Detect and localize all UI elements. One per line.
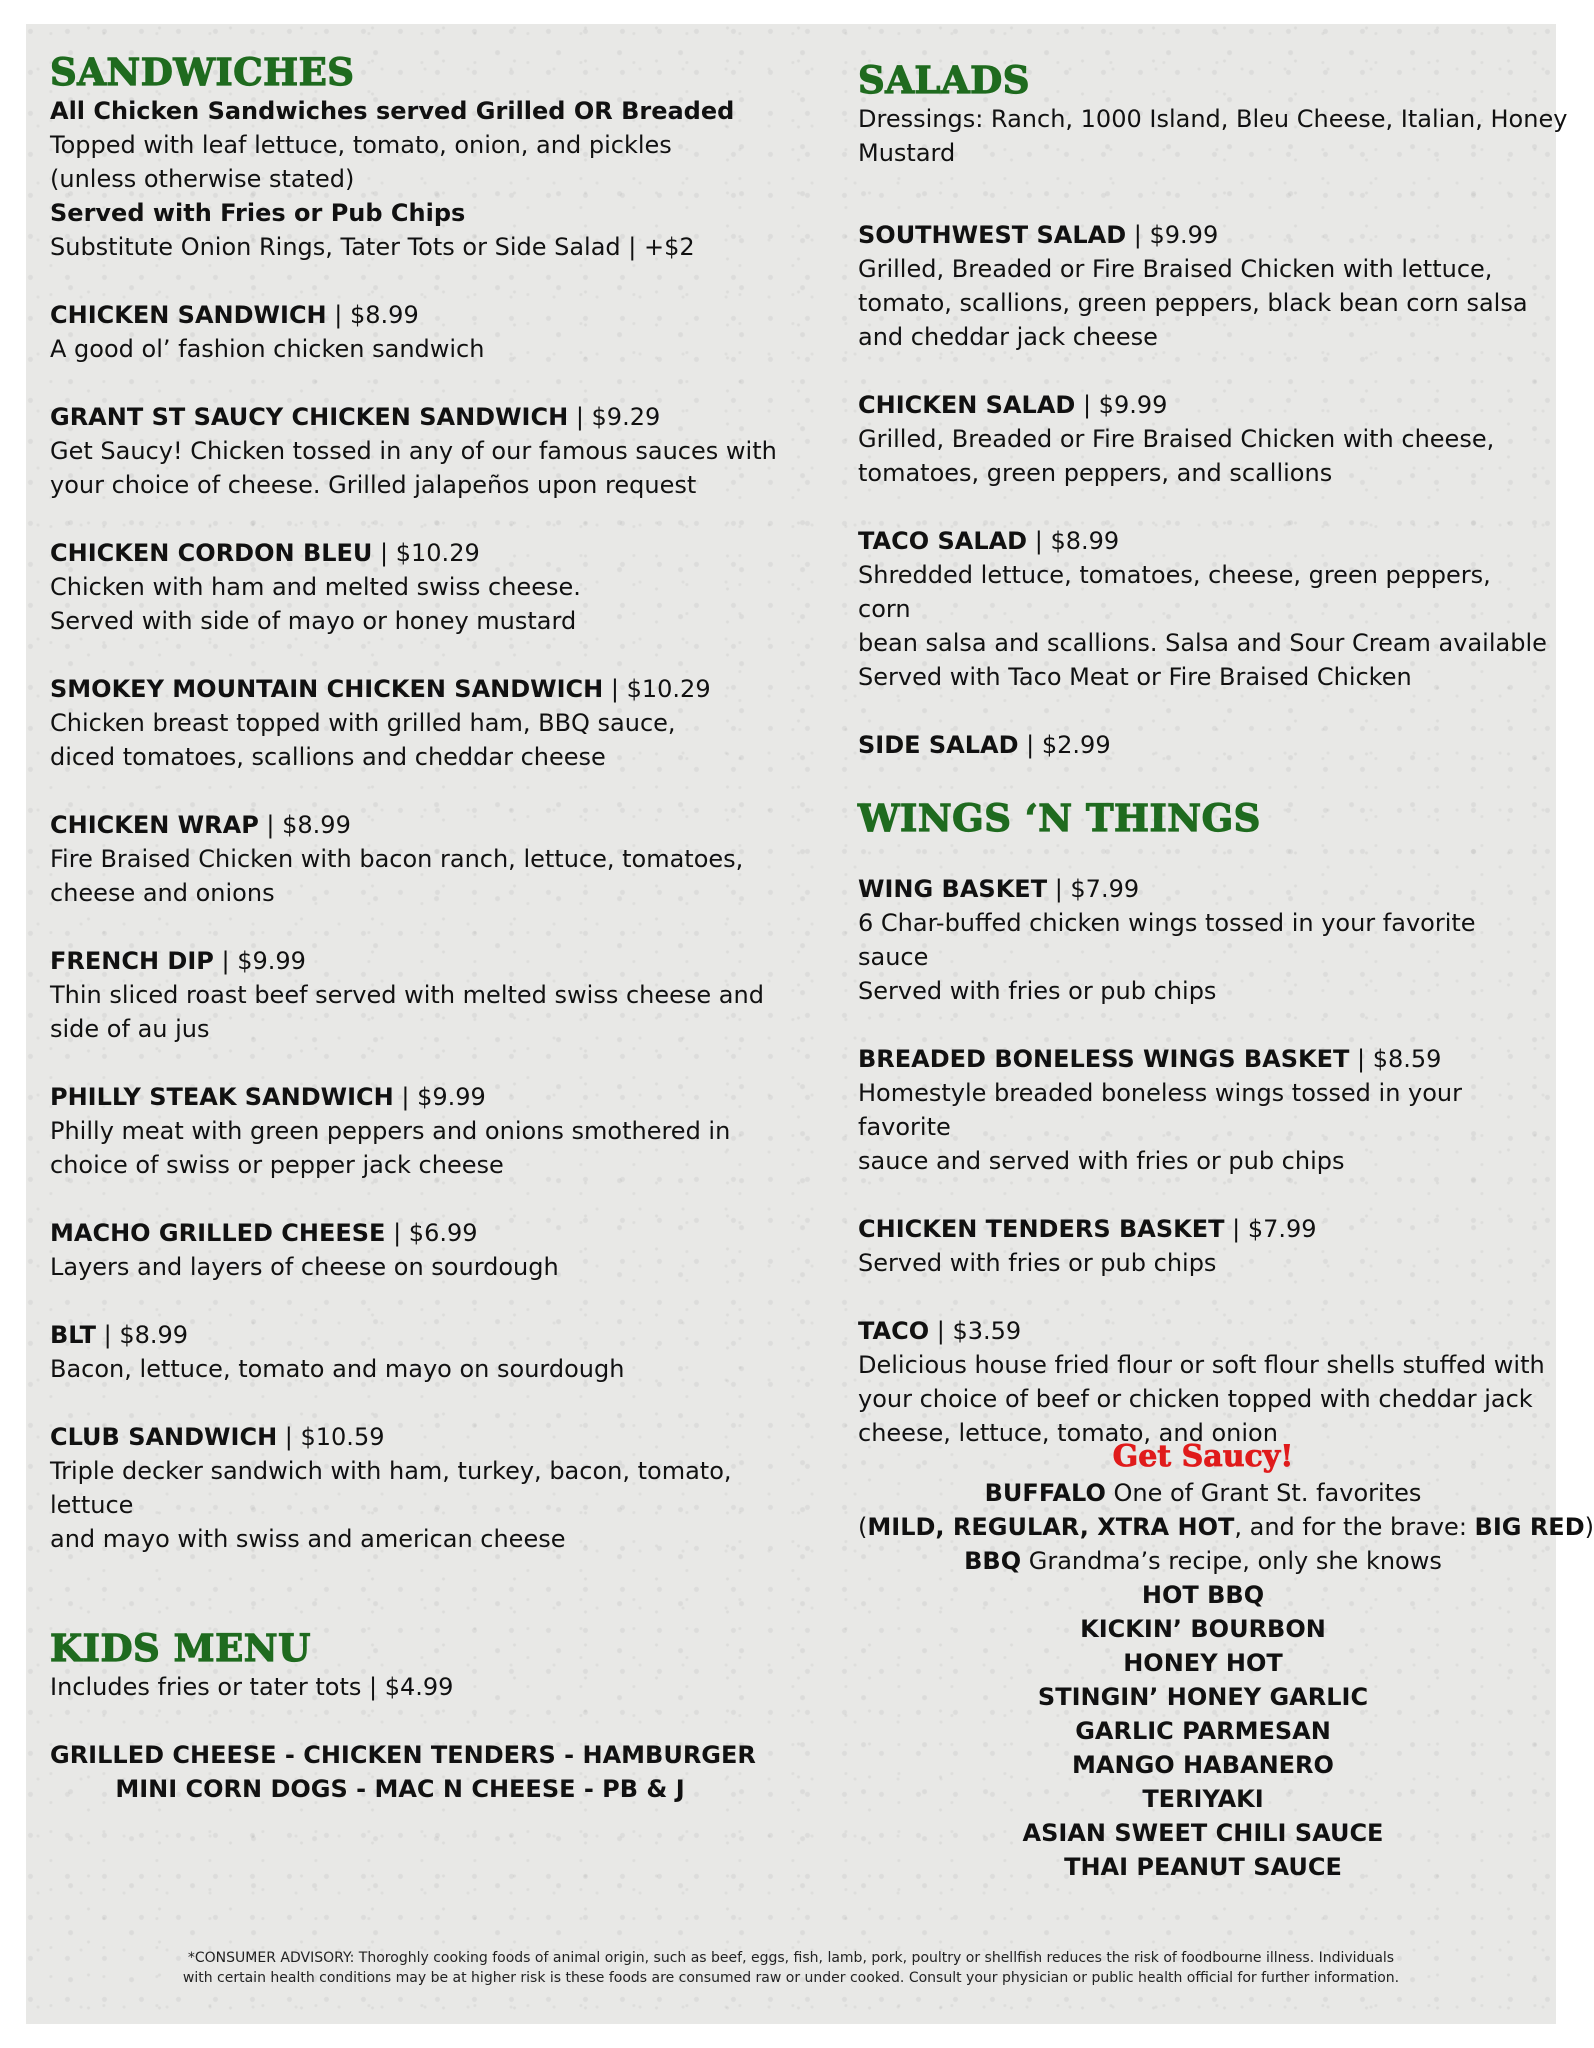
menu-item-title: [50, 1080, 820, 1114]
salad-dressings-line: Mustard: [858, 139, 956, 167]
menu-item: [858, 872, 1548, 1008]
menu-item-description: Served with fries or pub chips: [858, 1249, 1217, 1277]
salad-list: [858, 218, 1548, 762]
menu-item-description: Grilled, Breaded or Fire Braised Chicken with cheese,: [858, 425, 1495, 453]
menu-item-title: [50, 536, 820, 570]
menu-item-description: A good ol’ fashion chicken sandwich: [50, 335, 485, 363]
menu-item-price: | $8.59: [1349, 1045, 1442, 1073]
menu-item: [858, 388, 1548, 490]
advisory-line: with certain health conditions may be at higher risk is these foods are consumed raw or under cooked. Consult your physician or public health official for further information.: [182, 1970, 1400, 1986]
menu-item-title: [858, 1314, 1548, 1348]
sauce-flavor: STINGIN’ HONEY GARLIC: [1037, 1683, 1369, 1711]
menu-item-price: | $9.99: [1075, 391, 1168, 419]
menu-item-price: | $10.29: [372, 539, 480, 567]
sauce-flavor: MANGO HABANERO: [1072, 1751, 1334, 1779]
menu-item-description: Philly meat with green peppers and onions smothered in: [50, 1117, 731, 1145]
menu-item-price: | $9.29: [568, 403, 661, 431]
menu-item: [50, 1420, 820, 1556]
menu-item-price: | $3.59: [929, 1317, 1022, 1345]
menu-item-description: Served with Taco Meat or Fire Braised Chicken: [858, 663, 1412, 691]
sauce-flavor: HONEY HOT: [1123, 1649, 1283, 1677]
menu-item: [50, 400, 820, 502]
menu-item-title: [858, 1042, 1548, 1076]
menu-item-price: | $2.99: [1018, 731, 1111, 759]
menu-item-description: Fire Braised Chicken with bacon ranch, lettuce, tomatoes,: [50, 845, 744, 873]
menu-item-description: Served with side of mayo or honey mustard: [50, 607, 577, 635]
menu-item-description: bean salsa and scallions. Salsa and Sour Cream available: [858, 629, 1547, 657]
menu-item: [858, 1042, 1548, 1178]
menu-item-title: [50, 298, 820, 332]
sandwiches-intro-line: Topped with leaf lettuce, tomato, onion, and pickles: [50, 131, 672, 159]
menu-item-description: your choice of beef or chicken topped with cheddar jack: [858, 1385, 1533, 1413]
menu-item-name: BLT: [50, 1321, 96, 1349]
menu-item-price: | $9.99: [393, 1083, 486, 1111]
sauce-list-section: [858, 1438, 1594, 1884]
kids-menu-intro: Includes fries or tater tots | $4.99: [50, 1673, 454, 1701]
menu-item-name: CHICKEN WRAP: [50, 811, 259, 839]
sauce-flavor: GARLIC PARMESAN: [1075, 1717, 1331, 1745]
menu-item-name: TACO SALAD: [858, 527, 1028, 555]
sauce-flavor: HOT BBQ: [1141, 1581, 1265, 1609]
menu-item-price: | $9.99: [1126, 221, 1219, 249]
menu-item-description: Get Saucy! Chicken tossed in any of our famous sauces with: [50, 437, 777, 465]
menu-item-description: Thin sliced roast beef served with melted swiss cheese and: [50, 981, 764, 1009]
menu-item-description: cheese and onions: [50, 879, 275, 907]
menu-item: [50, 298, 820, 366]
menu-item-description: side of au jus: [50, 1015, 210, 1043]
paren: (: [858, 1513, 868, 1541]
sauce-flavor: KICKIN’ BOURBON: [1080, 1615, 1326, 1643]
sauce-flavor: ASIAN SWEET CHILI SAUCE: [1022, 1819, 1384, 1847]
menu-item-description: Chicken with ham and melted swiss cheese.: [50, 573, 581, 601]
menu-item-price: | $10.29: [603, 675, 711, 703]
menu-item-price: | $8.99: [1027, 527, 1120, 555]
right-column: [858, 50, 1568, 1450]
menu-item-description: Chicken breast topped with grilled ham, BBQ sauce,: [50, 709, 676, 737]
menu-item-description: tomato, scallions, green peppers, black bean corn salsa: [858, 289, 1528, 317]
menu-page: [26, 24, 1594, 2024]
menu-item-name: WING BASKET: [858, 875, 1048, 903]
menu-item-name: FRENCH DIP: [50, 947, 214, 975]
sandwiches-intro-line: (unless otherwise stated): [50, 165, 355, 193]
menu-item-description: Grilled, Breaded or Fire Braised Chicken with lettuce,: [858, 255, 1493, 283]
menu-item-name: CHICKEN SALAD: [858, 391, 1076, 419]
menu-item: [858, 728, 1548, 762]
menu-item: [50, 1216, 820, 1284]
menu-item-name: SIDE SALAD: [858, 731, 1019, 759]
menu-item-description: 6 Char-buffed chicken wings tossed in your favorite sauce: [858, 909, 1476, 971]
advisory-line: *CONSUMER ADVISORY: Thoroghly cooking foods of animal origin, such as beef, eggs, fish, lamb, pork, poultry or shellfish reduces the risk of foodbourne illness. Individuals: [187, 1950, 1395, 1966]
sauce-heat-levels: [858, 1510, 1594, 1544]
menu-item-name: SMOKEY MOUNTAIN CHICKEN SANDWICH: [50, 675, 604, 703]
menu-item: [50, 536, 820, 638]
menu-item-title: [50, 400, 820, 434]
wings-title: WINGS ‘N THINGS: [858, 796, 1261, 840]
menu-item-title: [858, 872, 1548, 906]
menu-item-title: [50, 1216, 820, 1250]
menu-item-name: PHILLY STEAK SANDWICH: [50, 1083, 394, 1111]
salad-dressings-line: Dressings: Ranch, 1000 Island, Bleu Cheese, Italian, Honey: [858, 105, 1568, 133]
menu-item-title: [50, 1318, 820, 1352]
sandwiches-intro-line: Substitute Onion Rings, Tater Tots or Side Salad | +$2: [50, 233, 695, 261]
menu-item-title: [858, 218, 1548, 252]
sauce-desc: One of Grant St. favorites: [1105, 1479, 1422, 1507]
menu-item-description: Bacon, lettuce, tomato and mayo on sourdough: [50, 1355, 625, 1383]
menu-item-description: Delicious house fried flour or soft flour shells stuffed with: [858, 1351, 1545, 1379]
menu-item-description: tomatoes, green peppers, and scallions: [858, 459, 1333, 487]
sauce-bbq: [858, 1544, 1548, 1578]
sauce-flavor: TERIYAKI: [1142, 1785, 1264, 1813]
menu-item-title: [858, 524, 1548, 558]
menu-item-price: | $10.59: [277, 1423, 385, 1451]
menu-item-name: SOUTHWEST SALAD: [858, 221, 1127, 249]
kids-menu-title: KIDS MENU: [50, 1626, 311, 1670]
menu-item-title: [858, 728, 1548, 762]
menu-item-title: [858, 1212, 1548, 1246]
menu-item-description: cheese, lettuce, tomato, and onion: [858, 1419, 1278, 1447]
sauce-name: BBQ: [964, 1547, 1022, 1575]
menu-item-name: BREADED BONELESS WINGS BASKET: [858, 1045, 1350, 1073]
menu-item-price: | $8.99: [326, 301, 419, 329]
sauce-desc: Grandma’s recipe, only she knows: [1021, 1547, 1442, 1575]
menu-item: [858, 1314, 1548, 1450]
menu-item-description: and mayo with swiss and american cheese: [50, 1525, 566, 1553]
sandwiches-intro-line: All Chicken Sandwiches served Grilled OR Breaded: [50, 97, 735, 125]
kids-menu-items: [50, 1738, 756, 1806]
sandwiches-intro: [50, 94, 820, 264]
menu-item-title: [50, 672, 820, 706]
menu-item-title: [50, 808, 820, 842]
menu-item: [858, 1212, 1548, 1280]
menu-item: [858, 218, 1548, 354]
menu-item-name: CLUB SANDWICH: [50, 1423, 278, 1451]
menu-item: [50, 808, 820, 910]
menu-item-description: Homestyle breaded boneless wings tossed in your favorite: [858, 1079, 1463, 1141]
menu-item: [50, 1318, 820, 1386]
sandwiches-intro-line: Served with Fries or Pub Chips: [50, 199, 466, 227]
menu-item-price: | $8.99: [95, 1321, 189, 1349]
menu-item-price: | $7.99: [1224, 1215, 1317, 1243]
menu-item-description: Triple decker sandwich with ham, turkey, bacon, tomato, lettuce: [50, 1457, 732, 1519]
sauce-name: BUFFALO: [984, 1479, 1106, 1507]
menu-item-description: choice of swiss or pepper jack cheese: [50, 1151, 504, 1179]
menu-item-name: TACO: [858, 1317, 930, 1345]
menu-item: [50, 672, 820, 774]
heat-levels: MILD, REGULAR, XTRA HOT: [867, 1513, 1235, 1541]
menu-item-price: | $8.99: [258, 811, 351, 839]
kids-menu-items-line: GRILLED CHEESE - CHICKEN TENDERS - HAMBURGER: [50, 1741, 756, 1769]
menu-item-description: and cheddar jack cheese: [858, 323, 1158, 351]
menu-item-description: diced tomatoes, scallions and cheddar cheese: [50, 743, 606, 771]
sauce-flavor: THAI PEANUT SAUCE: [1064, 1853, 1342, 1881]
kids-menu-section: [50, 1626, 820, 1806]
salads-title: SALADS: [858, 58, 1030, 102]
menu-item-price: | $6.99: [385, 1219, 478, 1247]
sandwich-list: [50, 298, 820, 1556]
sauce-buffalo: [858, 1476, 1548, 1510]
menu-item-name: GRANT ST SAUCY CHICKEN SANDWICH: [50, 403, 569, 431]
menu-item-name: CHICKEN SANDWICH: [50, 301, 327, 329]
heat-mid: , and for the brave:: [1234, 1513, 1475, 1541]
menu-item-title: [50, 1420, 820, 1454]
wings-list: [858, 872, 1548, 1450]
menu-item-name: CHICKEN TENDERS BASKET: [858, 1215, 1225, 1243]
menu-item-description: Layers and layers of cheese on sourdough: [50, 1253, 559, 1281]
menu-item-description: Shredded lettuce, tomatoes, cheese, green peppers, corn: [858, 561, 1491, 623]
menu-item: [858, 524, 1548, 694]
paren: ): [1584, 1513, 1594, 1541]
menu-item: [50, 944, 820, 1046]
menu-item-description: your choice of cheese. Grilled jalapeños upon request: [50, 471, 697, 499]
menu-item: [50, 1080, 820, 1182]
sauces-title: Get Saucy!: [1112, 1439, 1294, 1474]
kids-menu-items-line: MINI CORN DOGS - MAC N CHEESE - PB & J: [115, 1775, 685, 1803]
menu-item-price: | $9.99: [213, 947, 306, 975]
menu-item-name: MACHO GRILLED CHEESE: [50, 1219, 386, 1247]
menu-item-name: CHICKEN CORDON BLEU: [50, 539, 373, 567]
menu-item-title: [858, 388, 1548, 422]
sauce-flavor-list: [858, 1578, 1548, 1884]
menu-item-description: sauce and served with fries or pub chips: [858, 1147, 1345, 1175]
left-column: [50, 50, 820, 1806]
heat-brave: BIG RED: [1474, 1513, 1585, 1541]
menu-item-price: | $7.99: [1047, 875, 1140, 903]
sandwiches-title: SANDWICHES: [50, 50, 355, 94]
consumer-advisory: [26, 1948, 1556, 1988]
menu-item-description: Served with fries or pub chips: [858, 977, 1217, 1005]
menu-item-title: [50, 944, 820, 978]
